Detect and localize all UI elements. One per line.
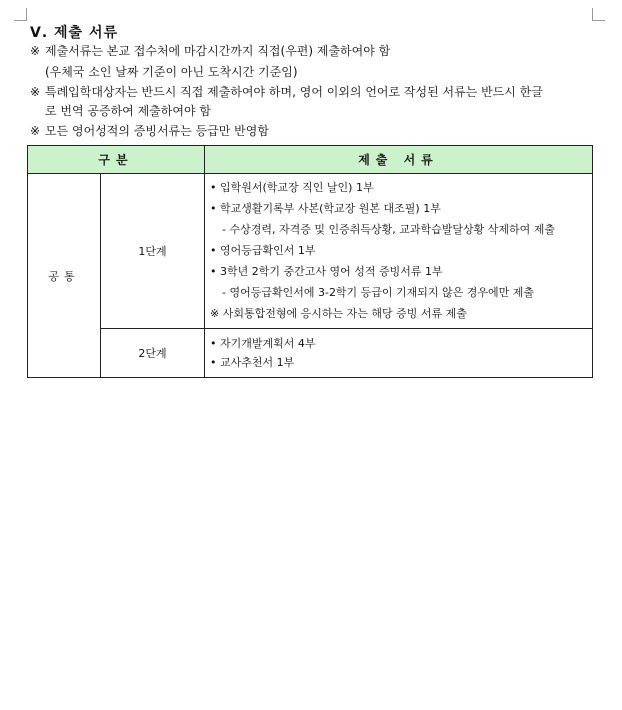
table-row xyxy=(28,329,593,378)
note-text: 모든 영어성적의 증빙서류는 등급만 반영함 xyxy=(45,124,269,138)
note-text: 특례입학대상자는 반드시 직접 제출하여야 하며, 영어 이외의 언어로 작성된 서류는 반드시 한글 xyxy=(45,85,543,99)
table-header-row xyxy=(28,146,593,174)
note-line xyxy=(45,103,211,120)
step-1-documents xyxy=(205,174,593,329)
list-item: • 학교생활기록부 사본(학교장 원본 대조필) 1부 xyxy=(210,202,441,215)
note-mark: ※ xyxy=(30,85,41,99)
note-line xyxy=(30,123,269,140)
note-text: (우체국 소인 날짜 기준이 아닌 도착시간 기준임) xyxy=(45,65,298,79)
list-item: • 3학년 2학기 중간고사 영어 성적 증빙서류 1부 xyxy=(210,265,443,278)
page-corner-mark-right xyxy=(592,8,605,21)
note-mark: ※ xyxy=(30,124,41,138)
table-row xyxy=(28,174,593,329)
note-text: 제출서류는 본교 접수처에 마감시간까지 직접(우편) 제출하여야 함 xyxy=(45,44,391,58)
header-documents: 제출 서류 xyxy=(205,146,593,174)
header-division: 구분 xyxy=(28,146,205,174)
list-item: • 자기개발계획서 4부 xyxy=(210,336,316,350)
list-item: - 수상경력, 자격증 및 인증취득상황, 교과학습발달상황 삭제하여 제출 xyxy=(222,223,555,236)
note-text: 로 번역 공증하여 제출하여야 함 xyxy=(45,104,211,118)
list-item: - 영어등급확인서에 3-2학기 등급이 기재되지 않은 경우에만 제출 xyxy=(222,286,535,299)
list-item: • 입학원서(학교장 직인 날인) 1부 xyxy=(210,181,374,194)
page-corner-mark-left xyxy=(14,8,27,21)
list-item: ※ 사회통합전형에 응시하는 자는 해당 증빙 서류 제출 xyxy=(210,307,467,320)
note-line xyxy=(30,84,543,101)
note-line xyxy=(45,64,298,81)
step-1-cell: 1단계 xyxy=(101,174,205,329)
list-item: • 영어등급확인서 1부 xyxy=(210,244,316,257)
note-line xyxy=(30,43,390,60)
step-2-cell: 2단계 xyxy=(101,329,205,378)
list-item: • 교사추천서 1부 xyxy=(210,355,295,369)
section-title: Ⅴ. 제출 서류 xyxy=(30,25,118,41)
step-2-documents xyxy=(205,329,593,378)
note-mark: ※ xyxy=(30,44,41,58)
documents-table xyxy=(27,145,593,378)
common-cell: 공통 xyxy=(28,174,101,378)
